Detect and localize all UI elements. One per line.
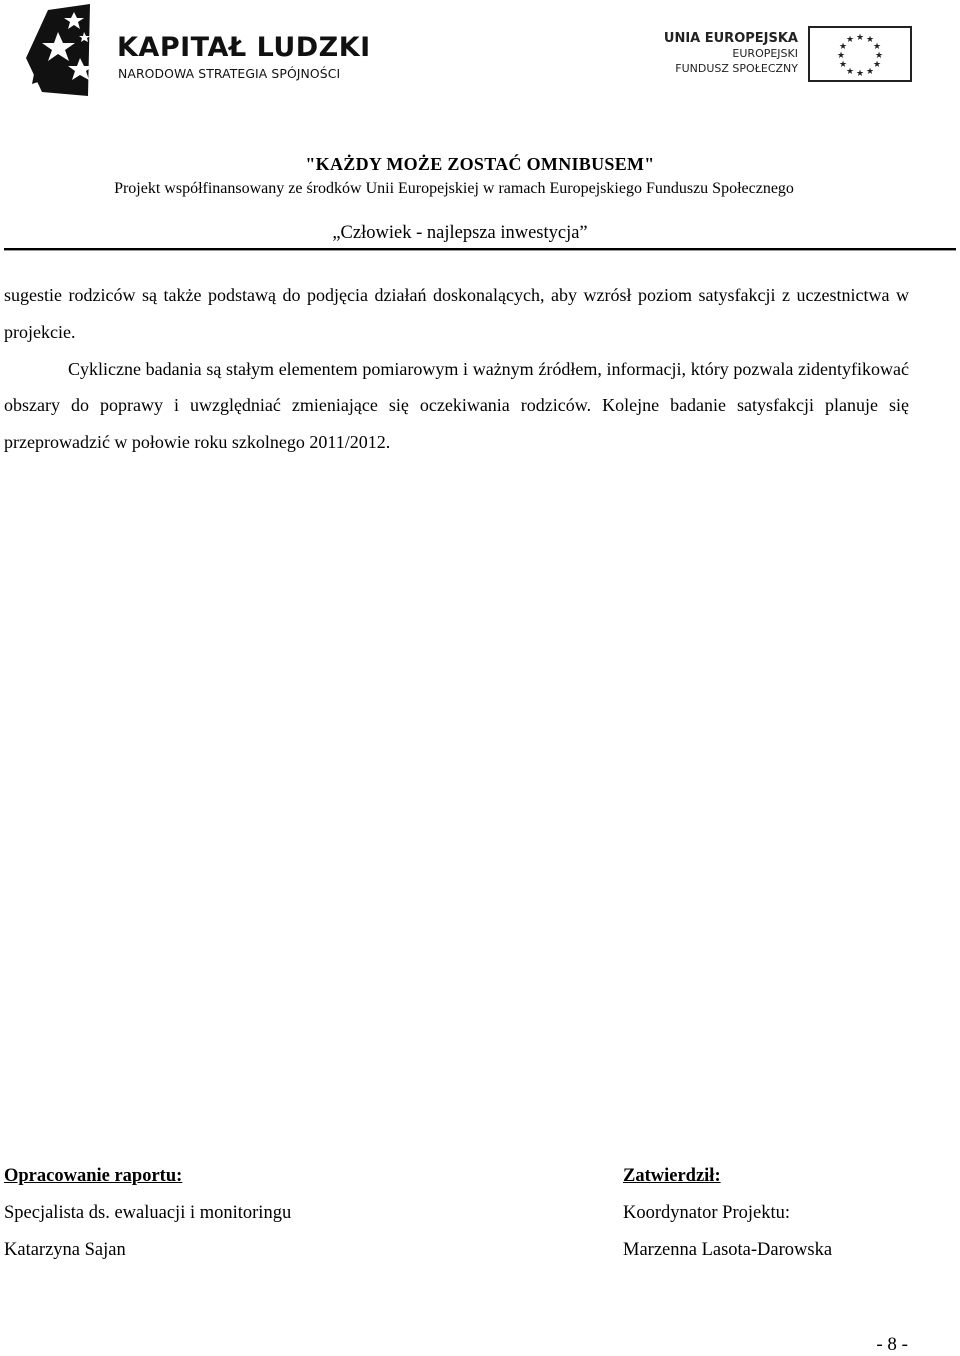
approved-by-heading: Zatwierdził: bbox=[623, 1166, 721, 1186]
approved-by-role: Koordynator Projektu: bbox=[623, 1203, 790, 1223]
report-body bbox=[4, 277, 909, 461]
eu-logo-line1: UNIA EUROPEJSKA bbox=[663, 31, 798, 46]
svg-text:★: ★ bbox=[838, 42, 848, 52]
signature-approved-by bbox=[623, 1158, 832, 1269]
project-funding-note: Projekt współfinansowany ze środków Unii Europejskiej w ramach Europejskiego Funduszu Społecznego bbox=[114, 180, 794, 197]
svg-text:★: ★ bbox=[845, 67, 855, 77]
page-number: - 8 - bbox=[876, 1334, 908, 1355]
eu-logo-line3: FUNDUSZ SPOŁECZNY bbox=[675, 62, 798, 75]
svg-text:★: ★ bbox=[872, 60, 882, 70]
signature-prepared-by bbox=[4, 1158, 291, 1269]
svg-text:★: ★ bbox=[855, 33, 865, 43]
project-title: "KAŻDY MOŻE ZOSTAĆ OMNIBUSEM" bbox=[305, 154, 655, 174]
approved-by-name: Marzenna Lasota-Darowska bbox=[623, 1240, 833, 1260]
eu-flag-icon bbox=[808, 26, 912, 82]
prepared-by-role: Specjalista ds. ewaluacji i monitoringu bbox=[4, 1203, 292, 1223]
svg-text:★: ★ bbox=[845, 35, 855, 45]
eu-logo-text bbox=[656, 31, 798, 76]
kapital-ludzki-mark-icon bbox=[22, 2, 114, 98]
eu-logo-line2: EUROPEJSKI bbox=[732, 47, 798, 60]
svg-text:★: ★ bbox=[872, 42, 882, 52]
svg-text:★: ★ bbox=[855, 69, 865, 79]
kapital-ludzki-logo bbox=[22, 2, 371, 98]
prepared-by-name: Katarzyna Sajan bbox=[4, 1240, 126, 1260]
header-divider bbox=[4, 248, 956, 251]
project-slogan: „Człowiek - najlepsza inwestycja” bbox=[332, 223, 588, 243]
kapital-ludzki-title: KAPITAŁ LUDZKI bbox=[117, 32, 371, 63]
kapital-ludzki-subtitle: NARODOWA STRATEGIA SPÓJNOŚCI bbox=[118, 66, 341, 81]
body-paragraph-1: sugestie rodziców są także podstawą do podjęcia działań doskonalących, aby wzrósł poziom satysfakcji z uczestnictwa w projekcie. bbox=[4, 285, 909, 342]
eu-logo bbox=[656, 26, 918, 86]
body-paragraph-2: Cykliczne badania są stałym elementem pomiarowym i ważnym źródłem, informacji, który pozwala zidentyfikować obszary do poprawy i uwzględniać zmieniające się oczekiwania rodziców. Kolejne badanie satysfakcji planuje się przeprowadzić w połowie roku szkolnego 2011/2012. bbox=[4, 358, 909, 453]
svg-text:★: ★ bbox=[838, 60, 848, 70]
svg-text:★: ★ bbox=[865, 67, 875, 77]
svg-text:★: ★ bbox=[874, 51, 884, 61]
prepared-by-heading: Opracowanie raportu: bbox=[4, 1166, 183, 1186]
svg-text:★: ★ bbox=[836, 51, 846, 61]
svg-text:★: ★ bbox=[865, 35, 875, 45]
